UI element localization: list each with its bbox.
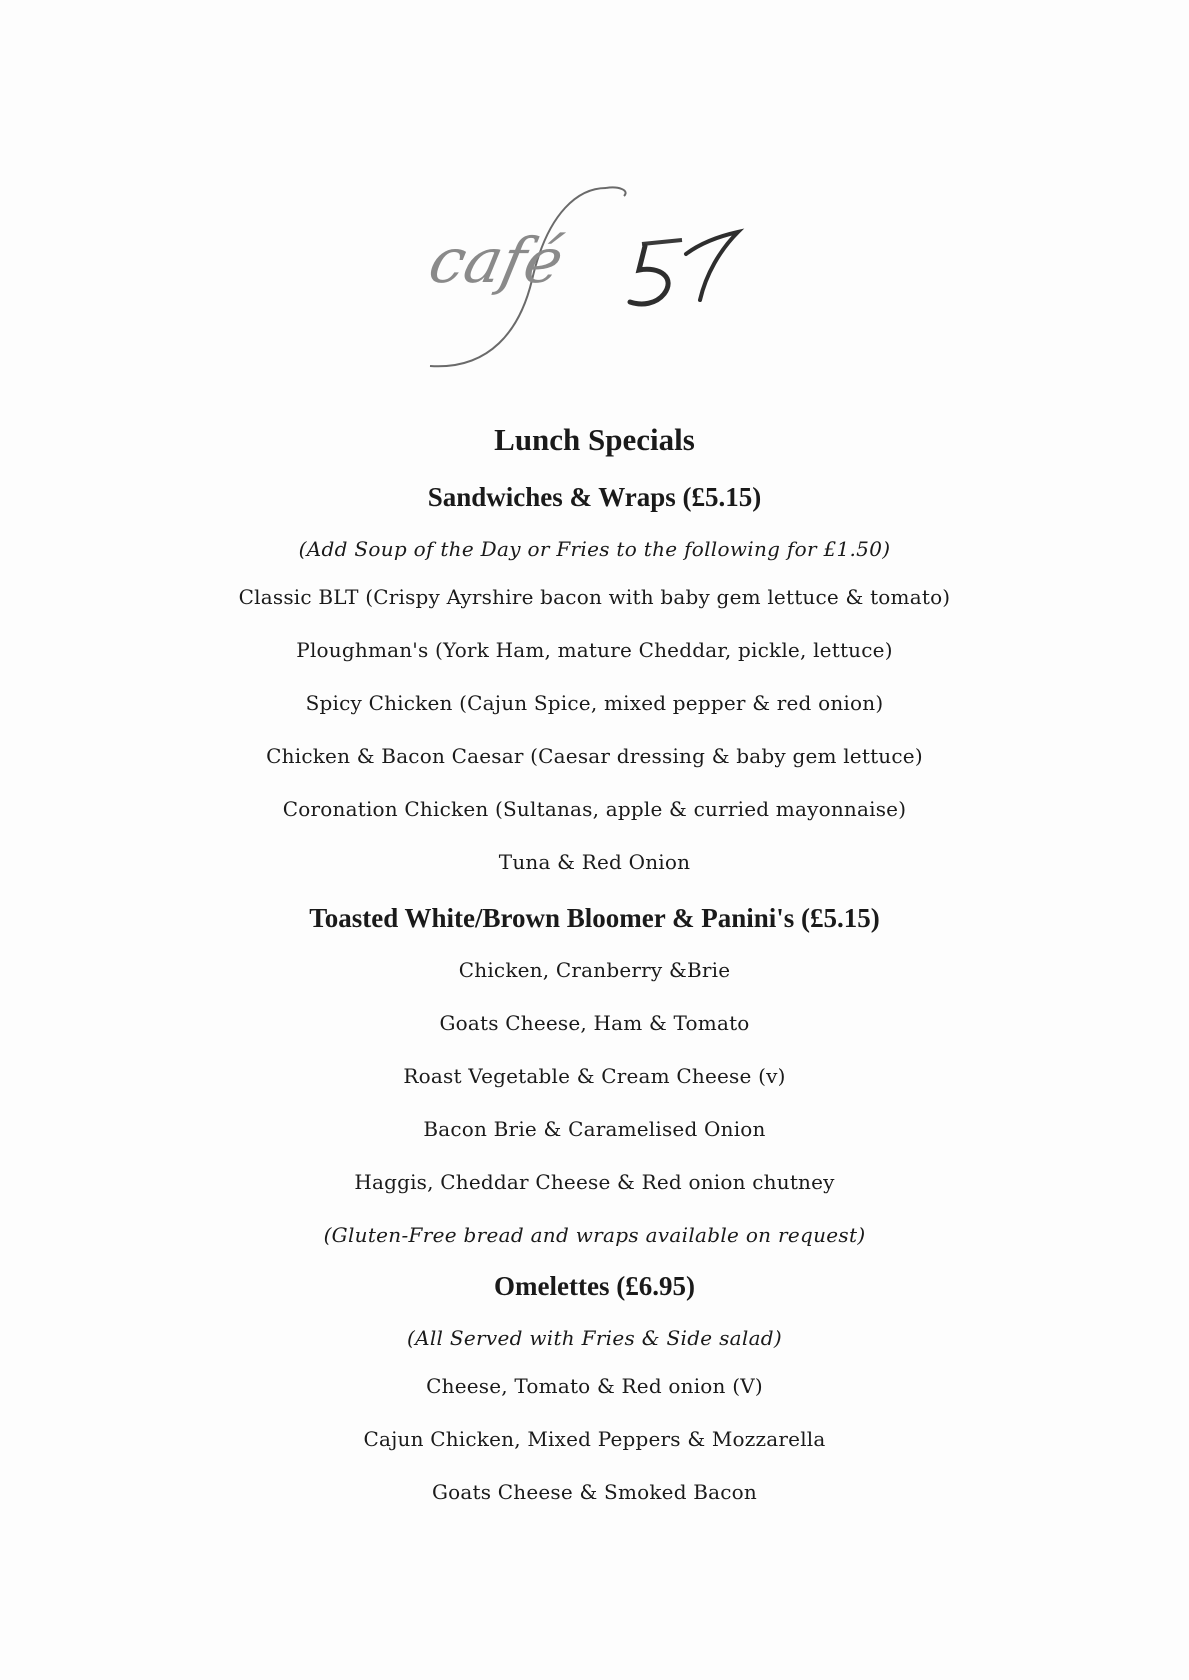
menu-item: Tuna & Red Onion xyxy=(498,850,691,874)
menu-item: Bacon Brie & Caramelised Onion xyxy=(423,1117,766,1141)
menu-item: Spicy Chicken (Cajun Spice, mixed pepper & red onion) xyxy=(305,691,884,715)
cafe-51-logo xyxy=(420,170,820,400)
section-note-omelettes: (All Served with Fries & Side salad) xyxy=(406,1326,783,1350)
menu-content xyxy=(0,410,1189,1533)
section-note-gluten-free: (Gluten-Free bread and wraps available on request) xyxy=(323,1223,866,1247)
menu-item: Chicken, Cranberry &Brie xyxy=(458,958,731,982)
menu-item: Cajun Chicken, Mixed Peppers & Mozzarella xyxy=(363,1427,826,1451)
section-heading-sandwiches: Sandwiches & Wraps (£5.15) xyxy=(427,482,762,512)
menu-title: Lunch Specials xyxy=(494,422,695,457)
section-note-sandwiches: (Add Soup of the Day or Fries to the following for £1.50) xyxy=(298,537,891,561)
menu-item: Ploughman's (York Ham, mature Cheddar, pickle, lettuce) xyxy=(296,638,893,662)
menu-item: Goats Cheese & Smoked Bacon xyxy=(431,1480,758,1504)
menu-item: Chicken & Bacon Caesar (Caesar dressing & baby gem lettuce) xyxy=(266,744,923,768)
section-heading-toasted: Toasted White/Brown Bloomer & Panini's (£5.15) xyxy=(309,903,880,933)
menu-item: Classic BLT (Crispy Ayrshire bacon with baby gem lettuce & tomato) xyxy=(238,585,951,609)
svg-text:café: café xyxy=(423,224,570,297)
section-heading-omelettes: Omelettes (£6.95) xyxy=(494,1271,695,1301)
menu-item: Cheese, Tomato & Red onion (V) xyxy=(426,1374,763,1398)
menu-item: Coronation Chicken (Sultanas, apple & curried mayonnaise) xyxy=(282,797,907,821)
menu-item: Roast Vegetable & Cream Cheese (v) xyxy=(403,1064,786,1088)
cafe-51-logo-artwork xyxy=(420,170,820,400)
menu-item: Goats Cheese, Ham & Tomato xyxy=(439,1011,750,1035)
menu-item: Haggis, Cheddar Cheese & Red onion chutney xyxy=(354,1170,835,1194)
